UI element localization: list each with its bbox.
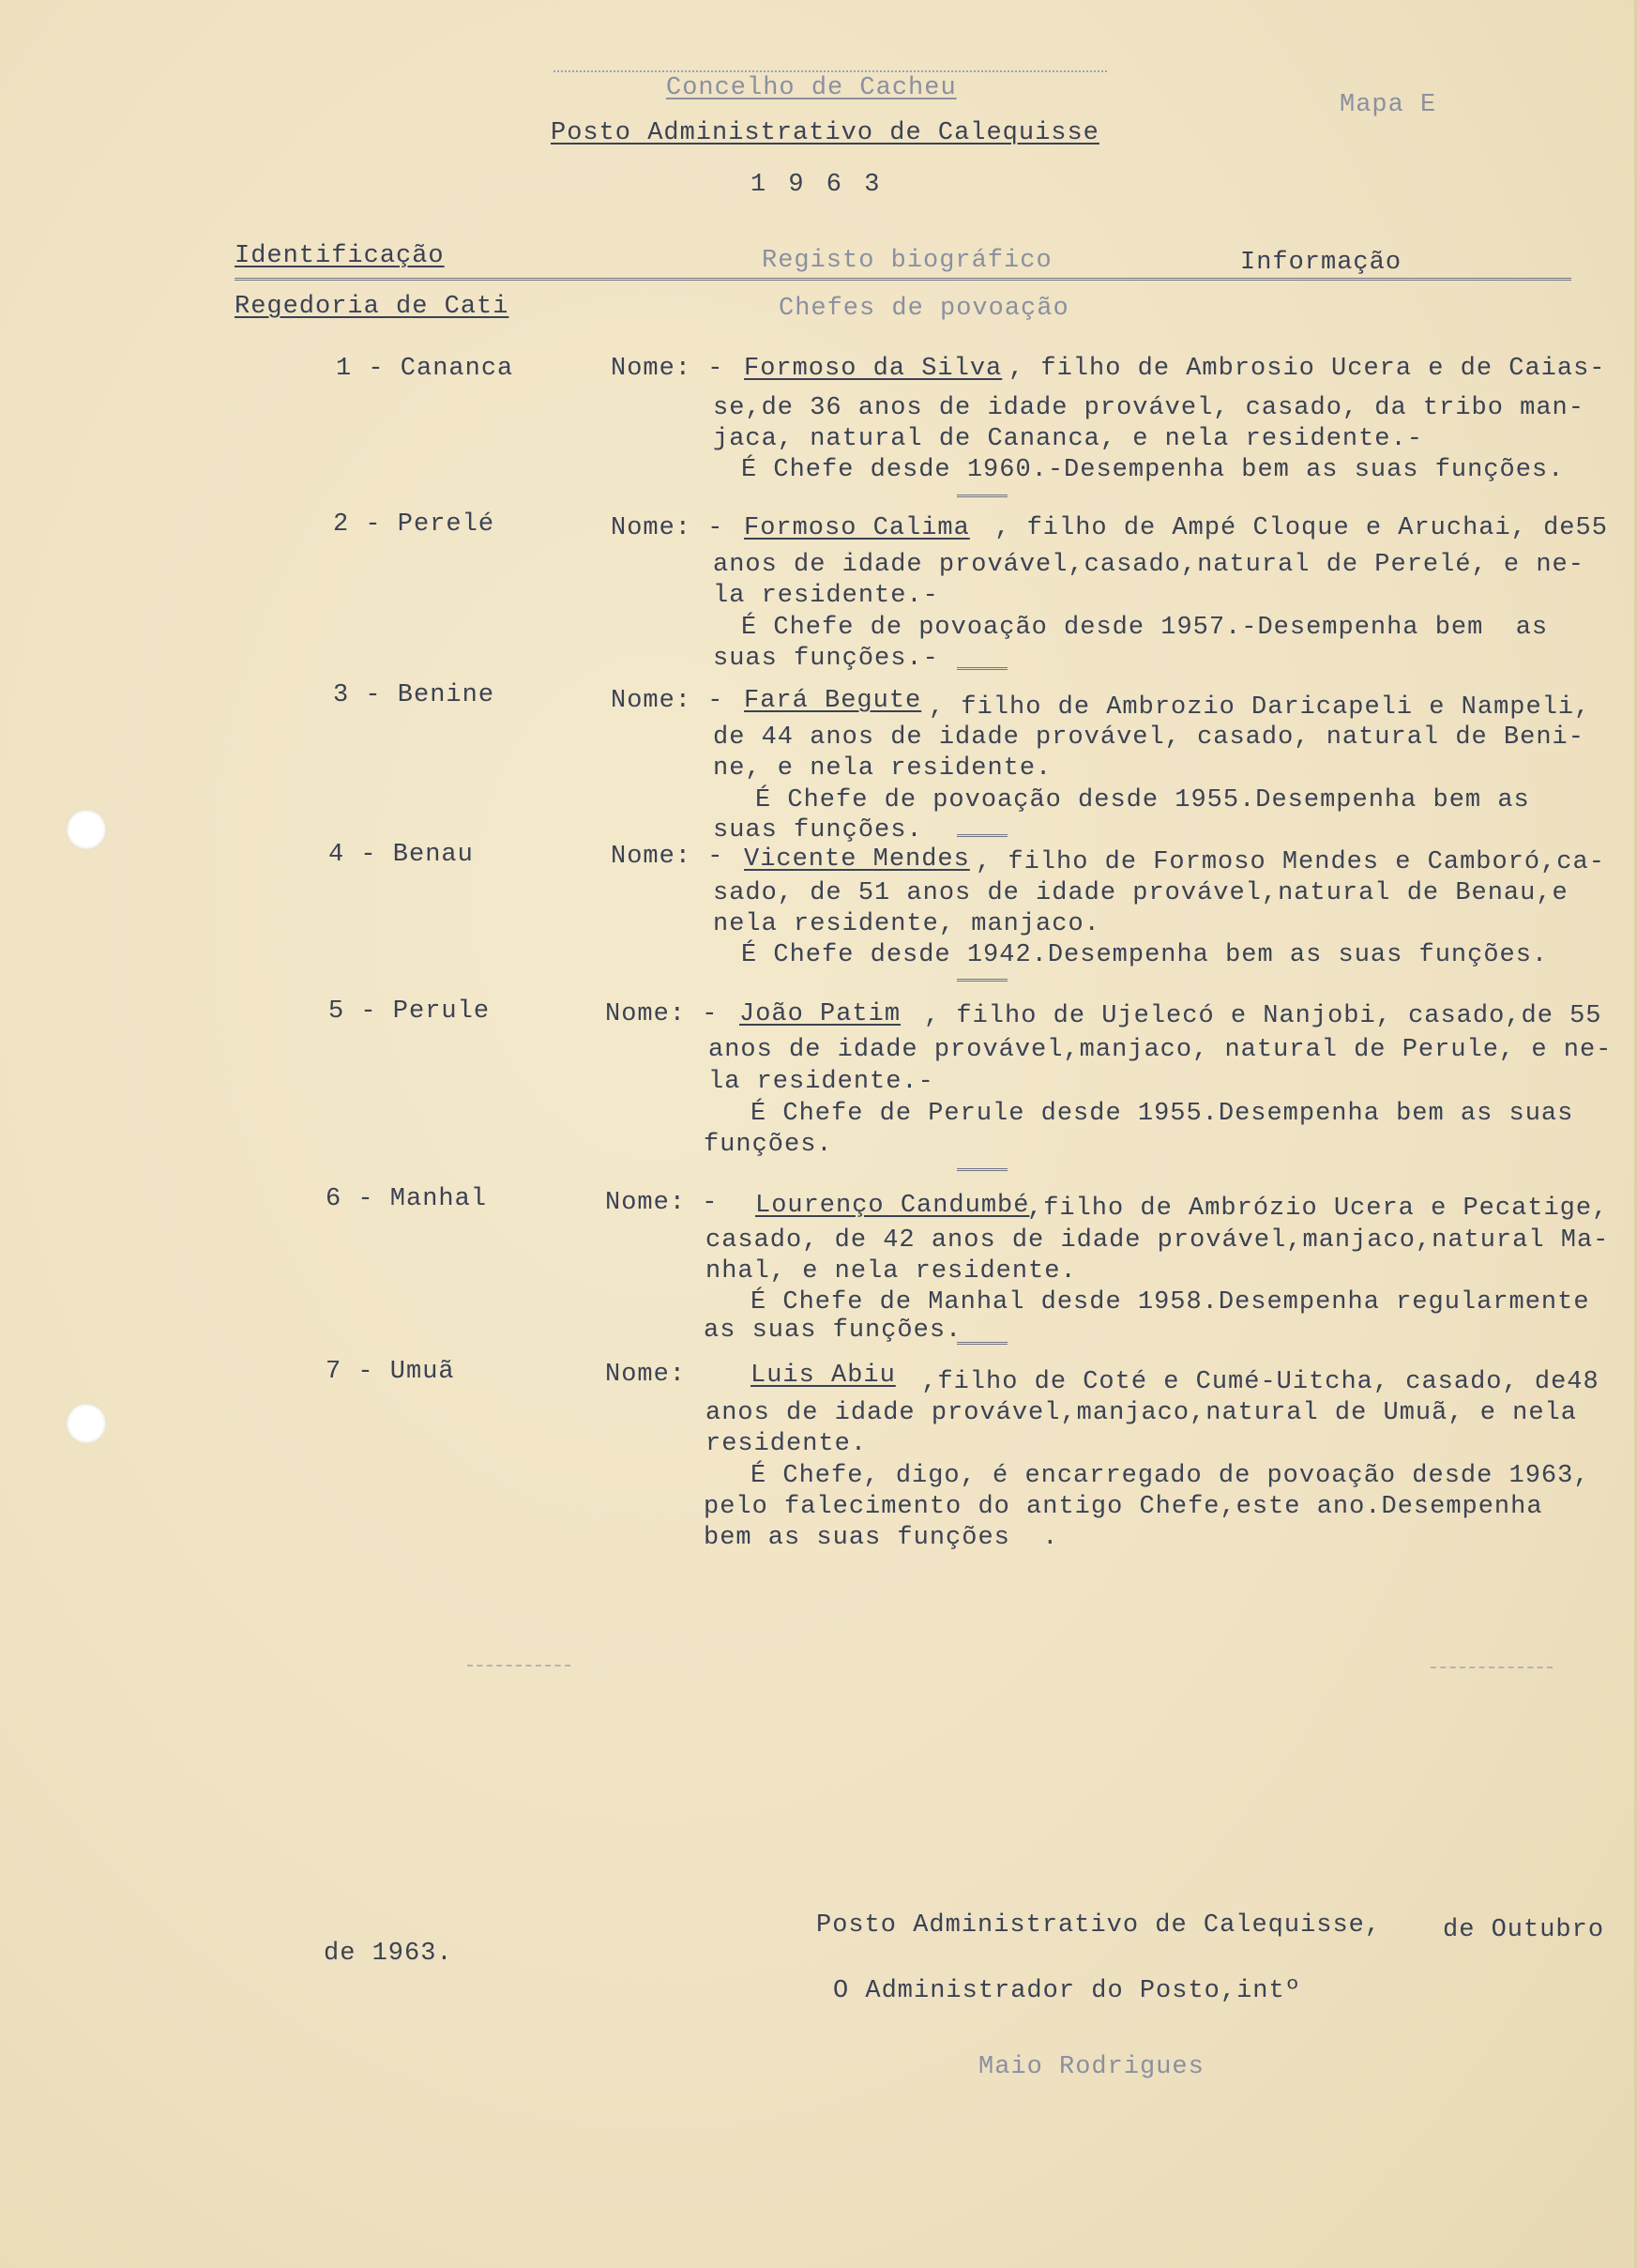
column-informacao: Informação [1240,249,1402,277]
entry-name: Formoso da Silva [744,355,1003,383]
entry-line: se,de 36 anos de idade provável, casado, da tribo man- [713,394,1584,422]
footer-role: O Administrador do Posto,intº [833,1977,1301,2005]
entry-line: nela residente, manjaco. [713,910,1100,938]
entry-line: É Chefe de povoação desde 1955.Desempenha bem as [755,786,1530,814]
entry-label: Nome: - [611,843,724,871]
entry-line: as suas funções. [704,1317,962,1345]
entry-number: 2 - Perelé [333,510,495,539]
entry-label: Nome: - [605,1189,719,1217]
entry-line: É Chefe de Perule desde 1955.Desempenha bem as suas [750,1100,1574,1128]
entry-number: 1 - Cananca [336,355,514,383]
footer-place: Posto Administrativo de Calequisse, [816,1911,1382,1940]
entry-separator [957,1168,1008,1177]
entry-line: de 44 anos de idade provável, casado, natural de Beni- [713,723,1584,752]
punch-hole-bottom [66,1403,107,1444]
entry-line: É Chefe desde 1960.-Desempenha bem as suas funções. [741,456,1565,484]
entry-line: É Chefe desde 1942.Desempenha bem as suas funções. [741,941,1549,969]
entry-number: 4 - Benau [328,841,474,869]
entry-line: suas funções.- [713,645,939,673]
entry-line: anos de idade provável,manjaco, natural de Perule, e ne- [708,1036,1613,1064]
entry-line: anos de idade provável,manjaco,natural de Umuã, e nela [705,1399,1577,1427]
entry-name: Lourenço Candumbé [755,1192,1030,1220]
column-registo: Registo biográfico [762,247,1053,275]
entry-line: sado, de 51 anos de idade provável,natural de Benau,e [713,879,1569,907]
entry-number: 7 - Umuã [326,1358,455,1386]
entry-line: ,filho de Coté e Cumé-Uitcha, casado, de48 [905,1368,1599,1396]
entry-line: casado, de 42 anos de idade provável,manjaco,natural Ma- [705,1226,1610,1255]
concelho-heading: Concelho de Cacheu [666,74,957,102]
entry-line: , filho de Ambrozio Daricapeli e Nampeli, [929,693,1591,722]
entry-line: , filho de Formoso Mendes e Camboró,ca- [976,848,1605,876]
entry-line: , filho de Ujelecó e Nanjobi, casado,de 55 [924,1002,1602,1030]
entry-line: la residente.- [708,1068,934,1096]
chefes-heading: Chefes de povoação [779,295,1069,323]
entry-line: , filho de Ampé Cloque e Aruchai, de55 [978,514,1608,542]
entry-label: Nome: [605,1361,687,1389]
entry-line: anos de idade provável,casado,natural de Perelé, e ne- [713,551,1584,579]
entry-name: Luis Abiu [750,1362,896,1390]
entry-line: pelo falecimento do antigo Chefe,este ano.Desempenha [704,1493,1543,1521]
entry-name: Formoso Calima [744,514,970,542]
entry-separator [957,979,1008,987]
entry-number: 3 - Benine [333,681,495,709]
entry-line: ,filho de Ambrózio Ucera e Pecatige, [1027,1195,1609,1223]
entry-line: É Chefe de Manhal desde 1958.Desempenha regularmente [750,1288,1590,1317]
entry-label: Nome: - [611,355,724,383]
year-heading: 1 9 6 3 [750,171,884,199]
entry-name: Fará Begute [744,687,922,715]
regedoria-heading: Regedoria de Cati [235,293,509,321]
header-rule [235,278,1571,283]
entry-label: Nome: - [611,687,724,715]
entry-separator [957,495,1008,503]
entry-line: bem as suas funções . [704,1524,1059,1552]
mapa-label: Mapa E [1340,91,1437,119]
entry-separator [957,667,1008,676]
entry-label: Nome: - [611,514,724,542]
entry-number: 5 - Perule [328,997,491,1026]
entry-line: la residente.- [713,582,939,610]
faint-mark [467,1665,570,1667]
entry-line: É Chefe, digo, é encarregado de povoação desde 1963, [750,1462,1590,1490]
entry-number: 6 - Manhal [326,1185,488,1213]
posto-heading: Posto Administrativo de Calequisse [551,119,1099,147]
entry-name: Vicente Mendes [744,845,970,874]
entry-line: funções. [704,1131,833,1159]
column-identificacao: Identificação [235,242,445,270]
footer-year: de 1963. [324,1940,453,1968]
entry-line: nhal, e nela residente. [705,1257,1077,1286]
entry-name: João Patim [739,1000,902,1028]
entry-line: jaca, natural de Cananca, e nela residente.- [713,425,1423,453]
entry-line: residente. [705,1430,868,1458]
entry-line: É Chefe de povoação desde 1957.-Desempenha bem as [741,614,1549,642]
punch-hole-top [66,809,107,850]
header-dots [553,70,1107,72]
entry-separator [957,834,1008,843]
footer-signatory: Maio Rodrigues [978,2053,1205,2081]
faint-mark [1431,1667,1553,1668]
entry-label: Nome: - [605,1000,719,1028]
footer-month: de Outubro [1443,1916,1605,1944]
entry-line: ne, e nela residente. [713,754,1053,783]
entry-line: suas funções. [713,816,923,845]
entry-separator [957,1342,1008,1350]
entry-line: , filho de Ambrosio Ucera e de Caias- [1008,355,1606,383]
